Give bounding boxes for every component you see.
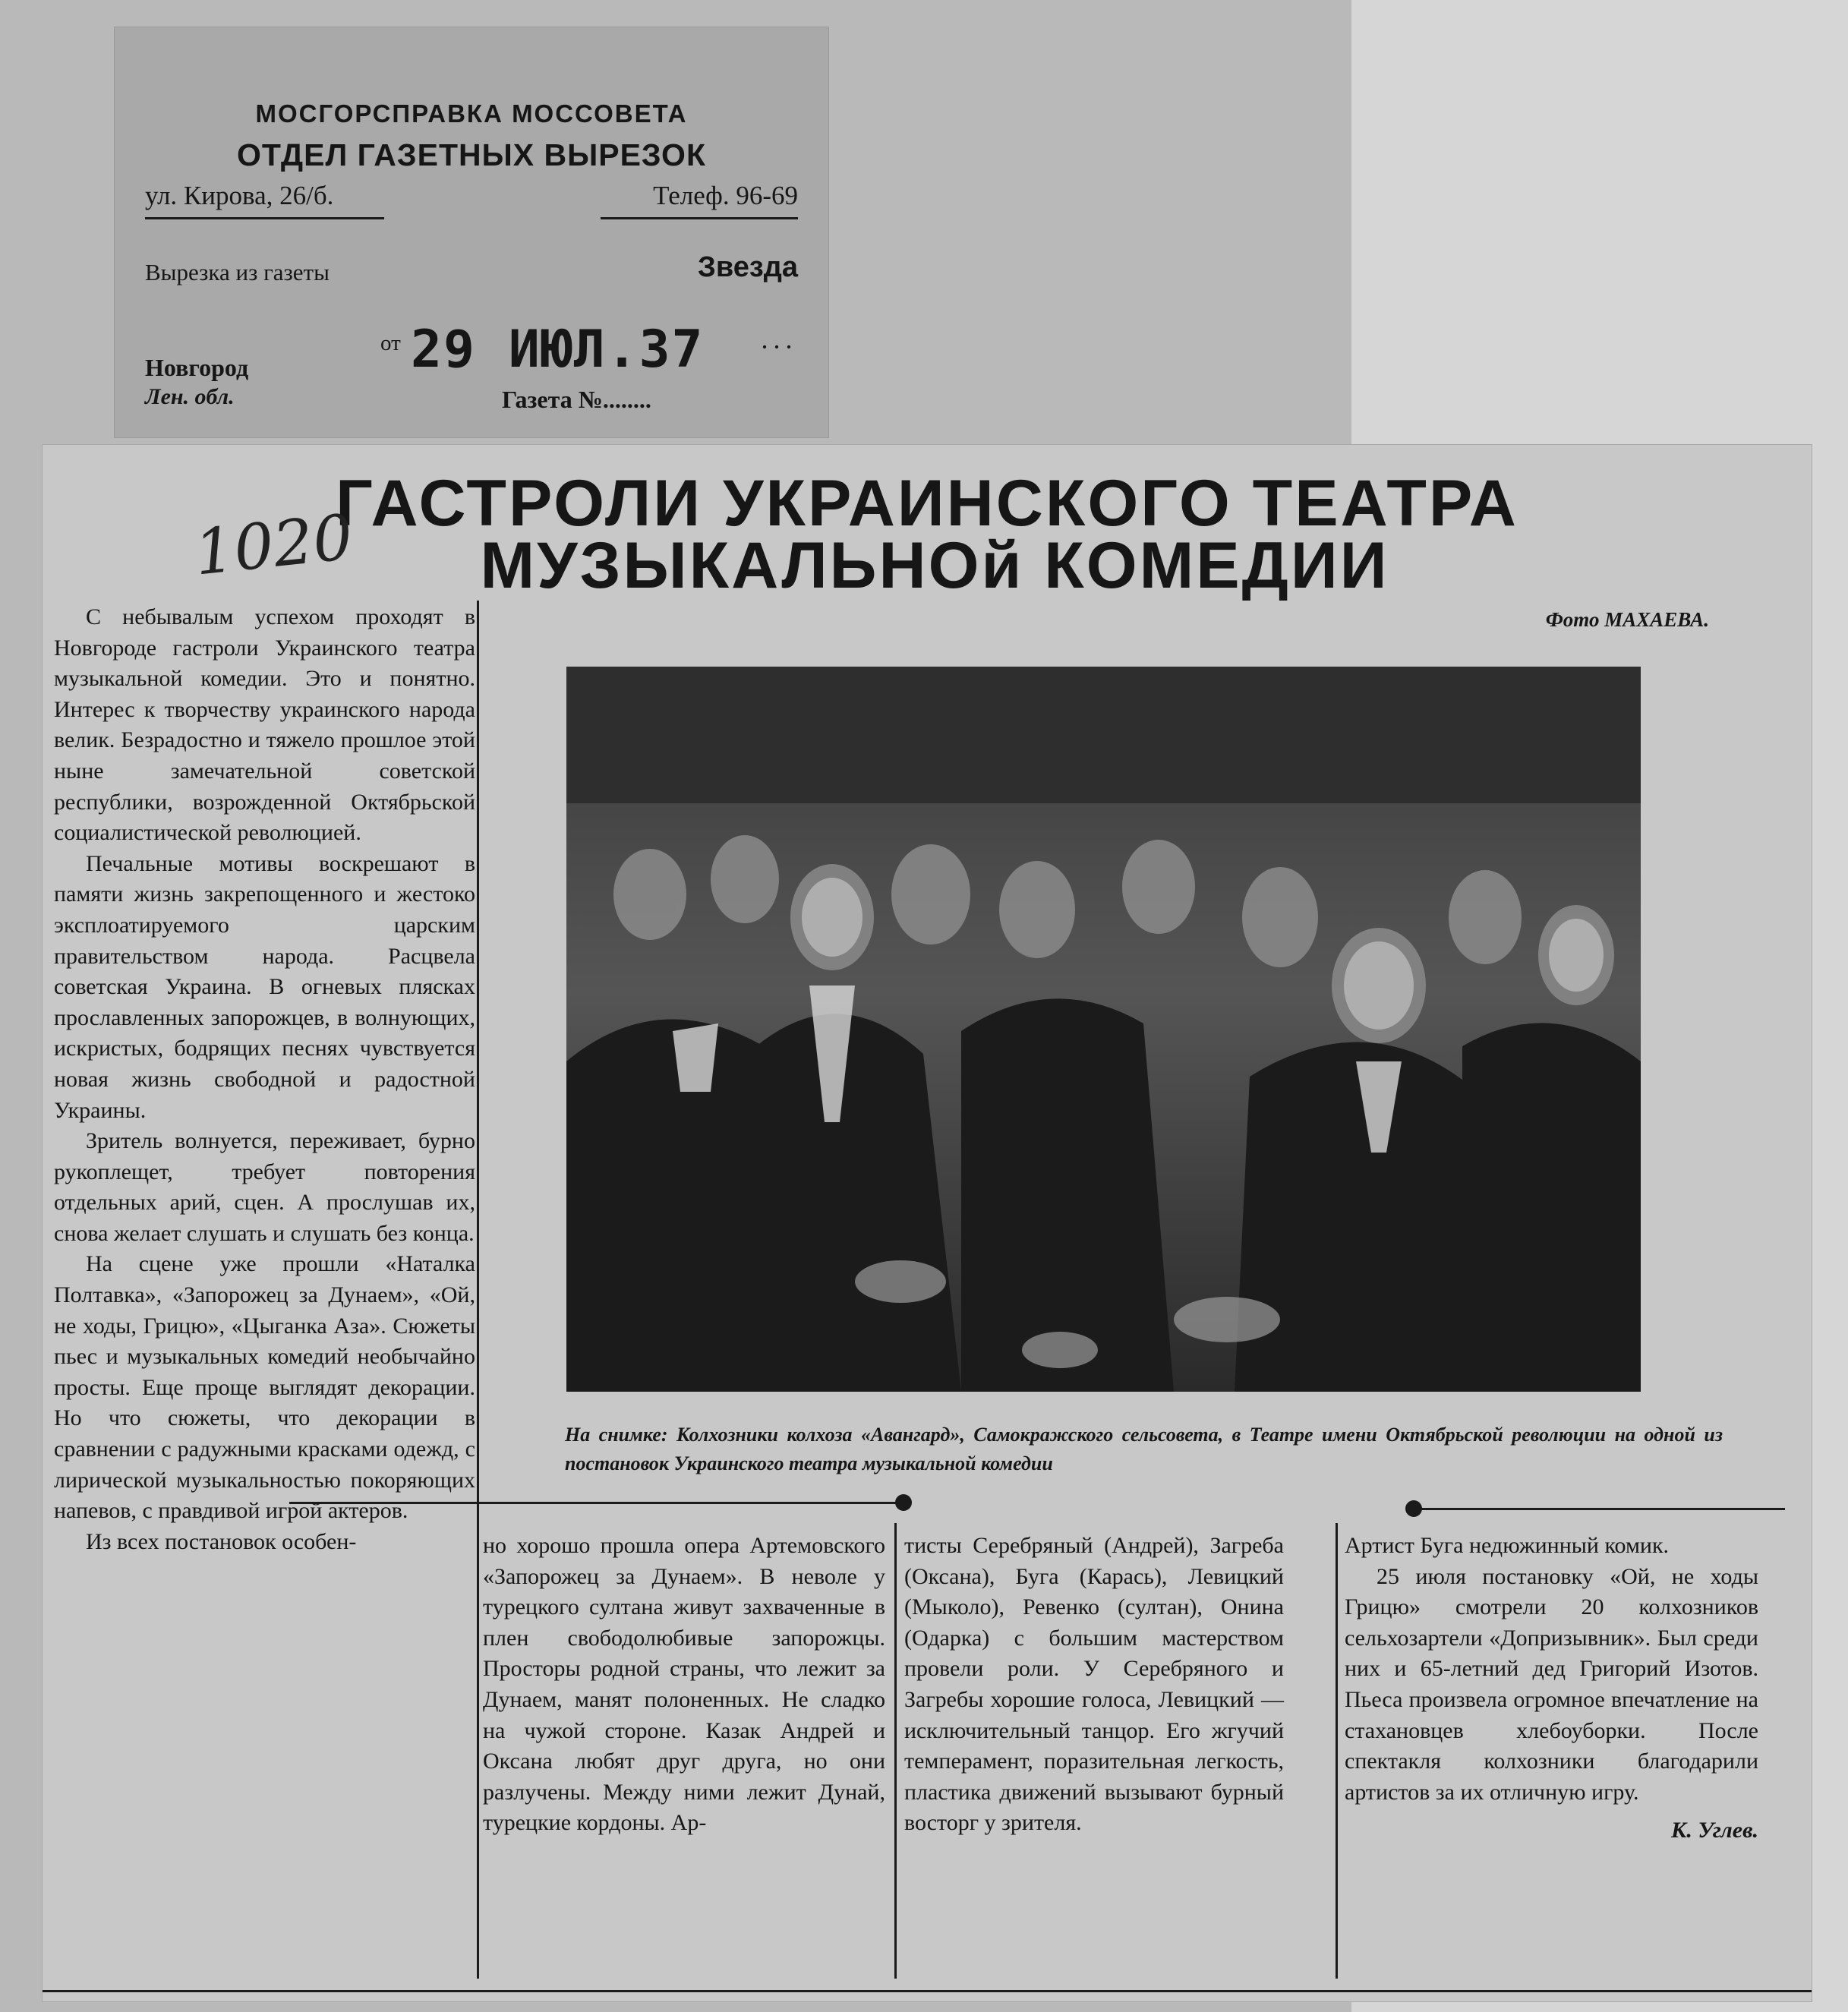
stamp-org-name: МОСГОРСПРАВКА МОССОВЕТА [255, 99, 688, 128]
stamp-clip-from-label: Вырезка из газеты [145, 259, 330, 285]
paragraph: 25 июля постановку «Ой, не ходы Грицю» смотрели 20 колхозников сельхозартели «Допризывник». Был среди них и 65-летний дед Григорий Изотов. Пьеса произвела огромное впечатление на стахановцев хлебоуборки. После спектакля колхозники благодарили артистов за их отличную игру. [1345, 1563, 1758, 1805]
article-column-3 [904, 1531, 1284, 1839]
stamp-address: ул. Кирова, 26/б. [145, 181, 334, 210]
stamp-phone: Телеф. 96-69 [653, 181, 798, 210]
stamp-date-dots: ··· [760, 332, 796, 362]
headline-line-1: ГАСТРОЛИ УКРАИНСКОГО ТЕАТРА [336, 467, 1518, 540]
paragraph: Артист Буга недюжинный комик. [1345, 1533, 1670, 1558]
paragraph: Из всех постановок особен- [86, 1528, 357, 1554]
rule-dot [1405, 1500, 1422, 1517]
stamp-rule [601, 217, 798, 219]
stamp-from-label: от [380, 331, 401, 355]
headline-line-2: МУЗЫКАЛЬНОй КОМЕДИИ [480, 529, 1389, 602]
stamp-newspaper-name: Звезда [698, 251, 798, 283]
newspaper-clipping [42, 444, 1812, 2002]
stamp-gazeta-number: Газета №........ [502, 386, 651, 413]
photo-caption: На снимке: Колхозники колхоза «Авангард», Самокражского сельсовета, в Театре имени Октябрьской революции на одной из постановок Украинского театра музыкальной комедии [565, 1424, 1723, 1474]
column-rule [1336, 1523, 1338, 1979]
paragraph: Печальные мотивы воскрешают в памяти жизнь закрепощенного и жестоко эксплоатируемого царским правительством народа. Расцвела советская Украина. В огневых плясках прославленных запорожцев, в волнующих, искристых, бодрящих песнях чувствуется новая жизнь свободной и радостной Украины. [54, 850, 475, 1123]
column-rule [477, 601, 479, 1979]
article-column-4 [1345, 1531, 1758, 1846]
clipping-bureau-stamp [114, 27, 829, 438]
stamp-region: Лен. обл. [145, 384, 235, 409]
paragraph: На сцене уже прошли «Наталка Полтавка», «Запорожец за Дунаем», «Ой, не ходы, Грицю», «Цыганка Аза». Сюжеты пьес и музыкальных комедий необычайно просты. Еще проще выглядят декорации. Но что сюжеты, что декорации в сравнении с радужными красками одежд, с лирической музыкальностью покоряющих напевов, с правдивой игрой актеров. [54, 1251, 475, 1524]
paragraph: тисты Серебряный (Андрей), Загреба (Оксана), Буга (Карась), Левицкий (Мыколо), Ревенко (султан), Онина (Одарка) с большим мастерством провели роли. У Серебряного и Загребы хорошие голоса, Левицкий — исключительный танцор. Его жгучий темперамент, поразительная легкость, пластика движений вызывают бурный восторг у зрителя. [904, 1533, 1284, 1836]
photo-credit: Фото МАХАЕВА. [1545, 608, 1709, 631]
rule-dot [895, 1494, 912, 1511]
stamp-department: ОТДЕЛ ГАЗЕТНЫХ ВЫРЕЗОК [237, 137, 706, 172]
stamp-date: 29 ИЮЛ.37 [411, 320, 705, 380]
article-column-1 [54, 602, 475, 1557]
paragraph: С небывалым успехом проходят в Новгороде гастроли Украинского театра музыкальной комедии. Это и понятно. Интерес к творчеству украинского народа велик. Безрадостно и тяжело прошлое этой ныне замечательной советской республики, возрожденной Октябрьской социалистической революцией. [54, 604, 475, 846]
article-column-2 [483, 1531, 885, 1839]
column-rule [894, 1523, 897, 1979]
stamp-city: Новгород [145, 354, 249, 381]
bottom-rule [43, 1990, 1812, 1992]
stamp-rule [145, 217, 384, 219]
handwritten-number: 1020 [191, 501, 357, 590]
paragraph: Зритель волнуется, переживает, бурно рукоплещет, требует повторения отдельных арий, сцен. А прослушав их, снова желает слушать и слушать без конца. [54, 1128, 475, 1246]
audience-photo [566, 667, 1641, 1392]
author-signature: К. Углев. [1670, 1818, 1758, 1843]
section-rule [1421, 1508, 1785, 1510]
paragraph: но хорошо прошла опера Артемовского «Запорожец за Дунаем». В неволе у турецкого султана живут захваченные в плен свободолюбивые запорожцы. Просторы родной страны, что лежит за Дунаем, манят полоненных. Не сладко на чужой стороне. Казак Андрей и Оксана любят друг друга, но они разлучены. Между ними лежит Дунай, турецкие кордоны. Ар- [483, 1533, 885, 1836]
